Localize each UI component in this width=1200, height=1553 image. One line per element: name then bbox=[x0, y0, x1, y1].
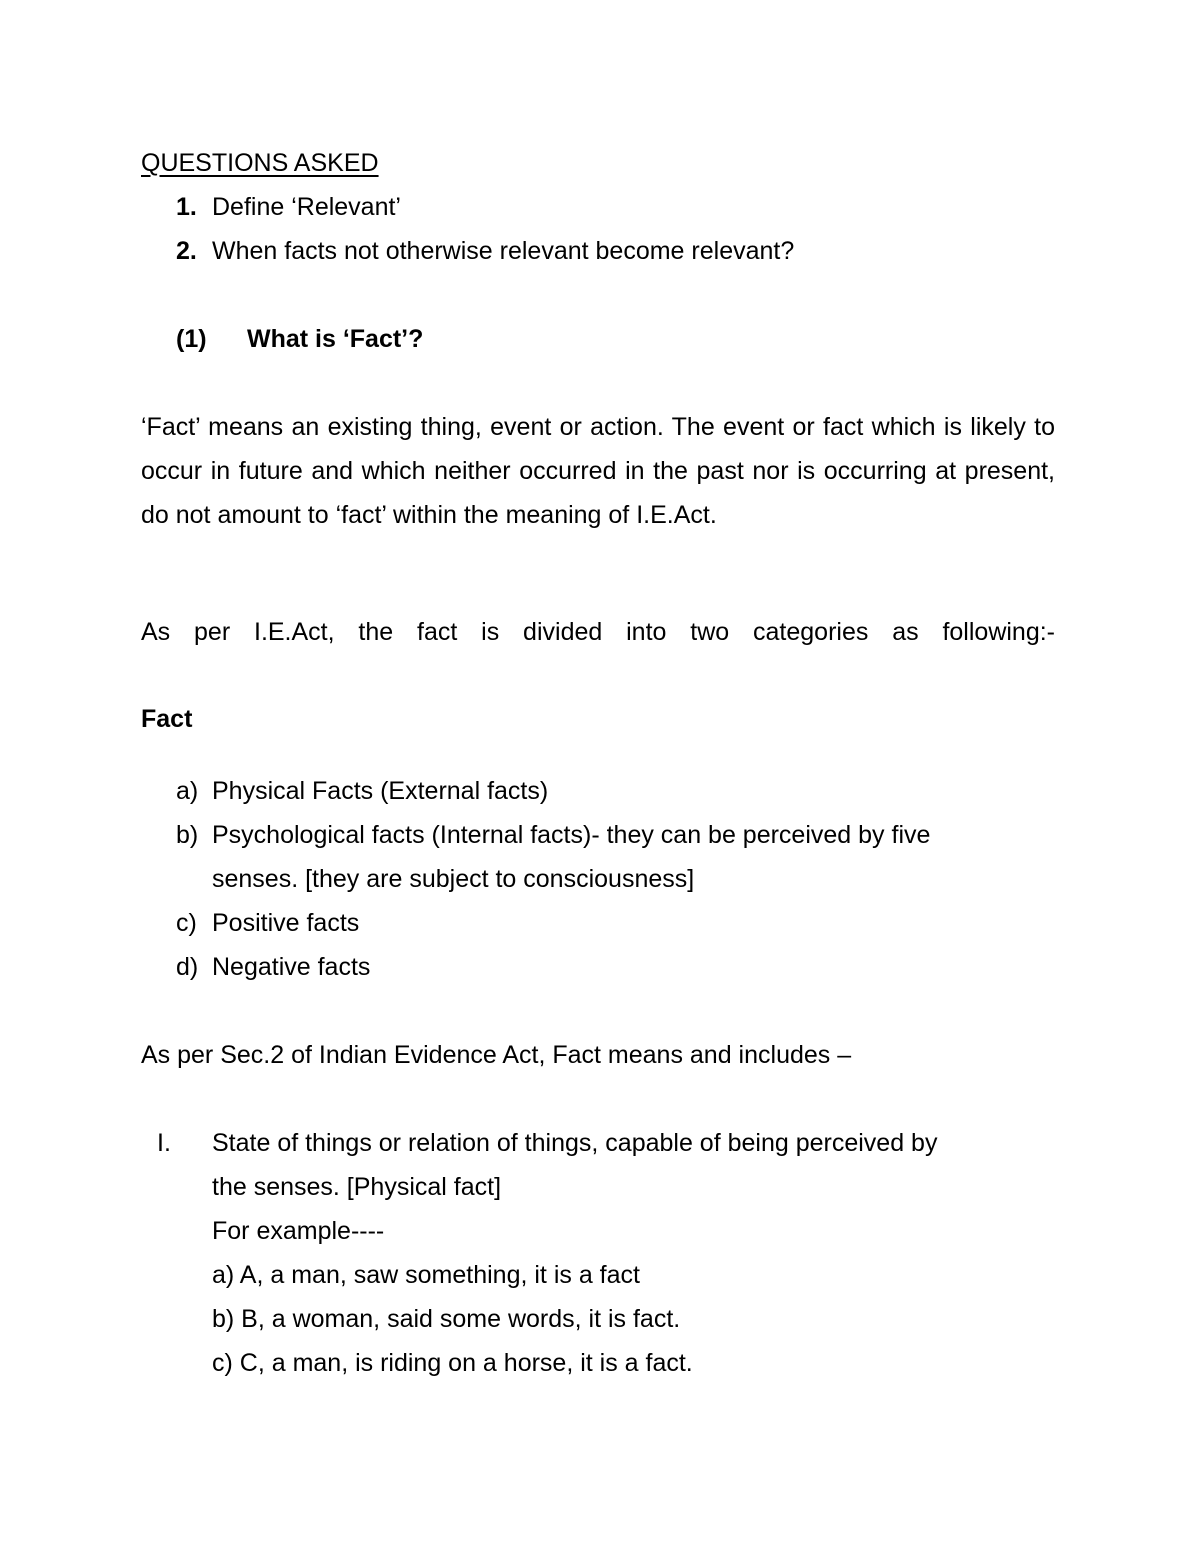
example-item-c: c) C, a man, is riding on a horse, it is a fact. bbox=[212, 1349, 693, 1377]
fact-list-item-b-continued: senses. [they are subject to consciousness] bbox=[212, 865, 695, 893]
fact-list-label-b: b) bbox=[176, 821, 199, 849]
paragraph-section-2: As per Sec.2 of Indian Evidence Act, Fact means and includes – bbox=[141, 1041, 852, 1069]
section-number: (1) bbox=[176, 325, 207, 353]
fact-list-label-a: a) bbox=[176, 777, 199, 805]
fact-list-item-d: Negative facts bbox=[212, 953, 371, 981]
fact-list-label-d: d) bbox=[176, 953, 199, 981]
question-number: 2. bbox=[176, 237, 197, 265]
roman-list-item-line2: the senses. [Physical fact] bbox=[212, 1173, 502, 1201]
paragraph-fact-definition: ‘Fact’ means an existing thing, event or action. The event or fact which is likely to occur in future and which neither occurred in the past nor is occurring at present, do not amount to ‘fact’ within the meaning of I.E.Act. bbox=[141, 413, 1055, 529]
fact-list-item-b: Psychological facts (Internal facts)- they can be perceived by five bbox=[212, 821, 931, 849]
example-intro: For example---- bbox=[212, 1217, 385, 1245]
fact-heading: Fact bbox=[141, 705, 193, 733]
question-number: 1. bbox=[176, 193, 197, 221]
section-heading bbox=[176, 322, 423, 356]
example-item-a: a) A, a man, saw something, it is a fact bbox=[212, 1261, 640, 1289]
fact-list-item-c: Positive facts bbox=[212, 909, 360, 937]
roman-list-item-line1: State of things or relation of things, capable of being perceived by bbox=[212, 1129, 938, 1157]
paragraph-categories: As per I.E.Act, the fact is divided into two categories as following:- bbox=[141, 618, 1055, 646]
fact-list-item-a: Physical Facts (External facts) bbox=[212, 777, 549, 805]
section-title: What is ‘Fact’? bbox=[247, 325, 424, 353]
question-item-1 bbox=[176, 190, 401, 224]
question-text: When facts not otherwise relevant become relevant? bbox=[212, 237, 795, 265]
question-text: Define ‘Relevant’ bbox=[212, 193, 401, 221]
roman-list-label: I. bbox=[157, 1129, 171, 1157]
questions-heading: QUESTIONS ASKED bbox=[141, 149, 379, 177]
question-item-2 bbox=[176, 234, 794, 268]
example-item-b: b) B, a woman, said some words, it is fact. bbox=[212, 1305, 681, 1333]
fact-list-label-c: c) bbox=[176, 909, 197, 937]
